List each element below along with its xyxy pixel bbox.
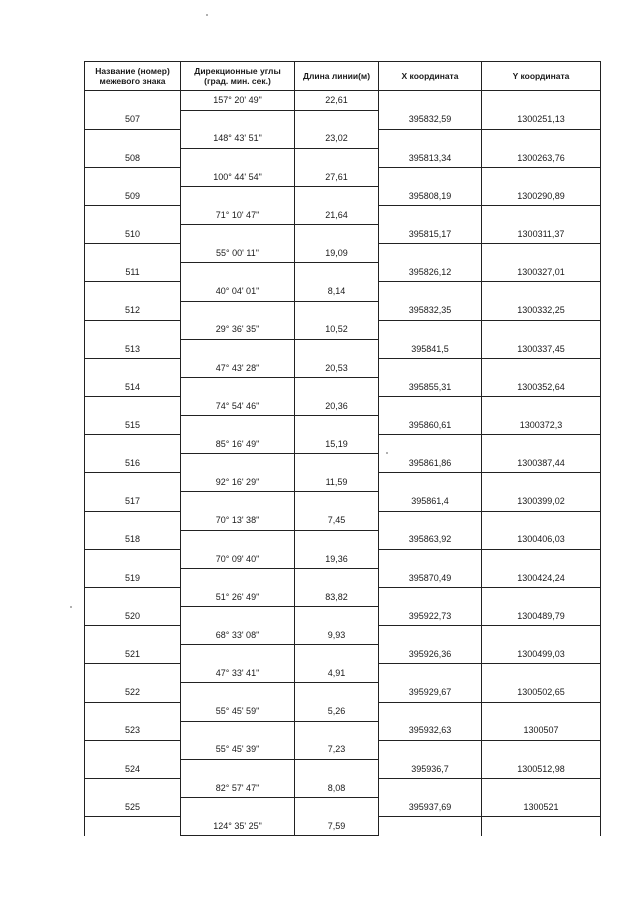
y-coordinate-cell: 1300352,64 (482, 377, 601, 396)
col-header-line-length: Длина линии(м) (295, 62, 379, 91)
y-coordinate-cell (482, 91, 601, 111)
y-coordinate-cell: 1300263,76 (482, 148, 601, 167)
marker-name-cell (85, 549, 181, 568)
direction-angle-cell: 85° 16' 49" (181, 435, 295, 454)
line-length-cell (295, 683, 379, 702)
line-length-cell (295, 416, 379, 435)
x-coordinate-cell (379, 397, 482, 416)
direction-angle-cell: 55° 00' 11" (181, 244, 295, 263)
col-header-x-coordinate: X координата (379, 62, 482, 91)
line-length-cell (295, 530, 379, 549)
direction-angle-cell (181, 339, 295, 358)
y-coordinate-cell (482, 817, 601, 836)
direction-angle-cell: 124° 35' 25" (181, 817, 295, 836)
marker-name-cell: 511 (85, 263, 181, 282)
marker-row (85, 186, 601, 205)
x-coordinate-cell (379, 91, 482, 111)
marker-row (85, 263, 601, 282)
marker-name-cell: 519 (85, 568, 181, 587)
segment-row (85, 358, 601, 377)
marker-name-cell (85, 435, 181, 454)
y-coordinate-cell (482, 549, 601, 568)
marker-name-cell (85, 167, 181, 186)
line-length-cell: 19,36 (295, 549, 379, 568)
marker-name-cell (85, 740, 181, 759)
marker-name-cell: 514 (85, 377, 181, 396)
header-row (85, 62, 601, 91)
direction-angle-cell: 70° 09' 40" (181, 549, 295, 568)
scan-speck (206, 14, 208, 16)
marker-name-cell (85, 397, 181, 416)
line-length-cell (295, 339, 379, 358)
segment-row (85, 435, 601, 454)
x-coordinate-cell (379, 511, 482, 530)
line-length-cell (295, 759, 379, 778)
x-coordinate-cell (379, 282, 482, 301)
marker-name-cell (85, 817, 181, 836)
line-length-cell: 22,61 (295, 91, 379, 111)
y-coordinate-cell (482, 511, 601, 530)
marker-name-cell (85, 511, 181, 530)
line-length-cell: 83,82 (295, 587, 379, 606)
marker-name-cell (85, 320, 181, 339)
marker-name-cell: 509 (85, 186, 181, 205)
marker-name-cell: 513 (85, 339, 181, 358)
marker-name-cell: 522 (85, 683, 181, 702)
y-coordinate-cell (482, 244, 601, 263)
marker-row (85, 607, 601, 626)
marker-name-cell (85, 702, 181, 721)
y-coordinate-cell (482, 664, 601, 683)
line-length-cell (295, 110, 379, 129)
direction-angle-cell (181, 148, 295, 167)
x-coordinate-cell: 395870,49 (379, 568, 482, 587)
marker-name-cell: 523 (85, 721, 181, 740)
line-length-cell (295, 568, 379, 587)
y-coordinate-cell: 1300372,3 (482, 416, 601, 435)
marker-name-cell: 512 (85, 301, 181, 320)
direction-angle-cell: 157° 20' 49" (181, 91, 295, 111)
line-length-cell: 23,02 (295, 129, 379, 148)
direction-angle-cell: 100° 44' 54" (181, 167, 295, 186)
y-coordinate-cell (482, 129, 601, 148)
marker-name-cell: 521 (85, 645, 181, 664)
marker-row (85, 225, 601, 244)
line-length-cell: 7,23 (295, 740, 379, 759)
marker-name-cell: 518 (85, 530, 181, 549)
line-length-cell (295, 186, 379, 205)
y-coordinate-cell: 1300311,37 (482, 225, 601, 244)
x-coordinate-cell: 395832,59 (379, 110, 482, 129)
direction-angle-cell: 40° 04' 01" (181, 282, 295, 301)
y-coordinate-cell: 1300489,79 (482, 607, 601, 626)
line-length-cell: 8,08 (295, 778, 379, 797)
segment-row (85, 91, 601, 111)
x-coordinate-cell (379, 740, 482, 759)
y-coordinate-cell (482, 206, 601, 225)
line-length-cell (295, 797, 379, 816)
segment-row (85, 587, 601, 606)
marker-row (85, 683, 601, 702)
x-coordinate-cell: 395826,12 (379, 263, 482, 282)
direction-angle-cell: 71° 10' 47" (181, 206, 295, 225)
line-length-cell: 19,09 (295, 244, 379, 263)
x-coordinate-cell: 395863,92 (379, 530, 482, 549)
y-coordinate-cell: 1300502,65 (482, 683, 601, 702)
y-coordinate-cell: 1300332,25 (482, 301, 601, 320)
x-coordinate-cell: 395922,73 (379, 607, 482, 626)
marker-name-cell: 524 (85, 759, 181, 778)
x-coordinate-cell (379, 702, 482, 721)
direction-angle-cell (181, 721, 295, 740)
line-length-cell: 8,14 (295, 282, 379, 301)
segment-row (85, 206, 601, 225)
line-length-cell: 21,64 (295, 206, 379, 225)
direction-angle-cell: 74° 54' 46" (181, 397, 295, 416)
direction-angle-cell: 70° 13' 38" (181, 511, 295, 530)
line-length-cell: 4,91 (295, 664, 379, 683)
marker-row (85, 454, 601, 473)
direction-angle-cell (181, 530, 295, 549)
direction-angle-cell: 47° 33' 41" (181, 664, 295, 683)
direction-angle-cell: 55° 45' 59" (181, 702, 295, 721)
direction-angle-cell (181, 377, 295, 396)
direction-angle-cell (181, 759, 295, 778)
marker-row (85, 148, 601, 167)
marker-name-cell (85, 473, 181, 492)
y-coordinate-cell (482, 320, 601, 339)
segment-row (85, 549, 601, 568)
segment-row (85, 282, 601, 301)
marker-row (85, 721, 601, 740)
marker-row (85, 797, 601, 816)
line-length-cell (295, 263, 379, 282)
marker-row (85, 416, 601, 435)
direction-angle-cell (181, 263, 295, 282)
segment-row (85, 320, 601, 339)
marker-name-cell (85, 91, 181, 111)
marker-name-cell (85, 206, 181, 225)
line-length-cell (295, 454, 379, 473)
x-coordinate-cell: 395861,4 (379, 492, 482, 511)
y-coordinate-cell: 1300387,44 (482, 454, 601, 473)
marker-row (85, 339, 601, 358)
x-coordinate-cell (379, 206, 482, 225)
direction-angle-cell (181, 225, 295, 244)
line-length-cell: 9,93 (295, 626, 379, 645)
direction-angle-cell (181, 416, 295, 435)
y-coordinate-cell: 1300251,13 (482, 110, 601, 129)
segment-row (85, 397, 601, 416)
y-coordinate-cell (482, 282, 601, 301)
direction-angle-cell: 148° 43' 51" (181, 129, 295, 148)
line-length-cell: 27,61 (295, 167, 379, 186)
segment-row (85, 702, 601, 721)
direction-angle-cell (181, 645, 295, 664)
y-coordinate-cell: 1300512,98 (482, 759, 601, 778)
y-coordinate-cell (482, 397, 601, 416)
segment-row (85, 778, 601, 797)
segment-row (85, 129, 601, 148)
direction-angle-cell (181, 454, 295, 473)
marker-name-cell (85, 282, 181, 301)
table-body (85, 91, 601, 836)
line-length-cell (295, 721, 379, 740)
direction-angle-cell (181, 568, 295, 587)
direction-angle-cell (181, 607, 295, 626)
x-coordinate-cell (379, 664, 482, 683)
marker-row (85, 492, 601, 511)
y-coordinate-cell: 1300507 (482, 721, 601, 740)
marker-name-cell: 516 (85, 454, 181, 473)
x-coordinate-cell: 395855,31 (379, 377, 482, 396)
marker-name-cell (85, 587, 181, 606)
x-coordinate-cell: 395926,36 (379, 645, 482, 664)
x-coordinate-cell: 395932,63 (379, 721, 482, 740)
direction-angle-cell (181, 301, 295, 320)
marker-name-cell: 508 (85, 148, 181, 167)
segment-row (85, 817, 601, 836)
y-coordinate-cell: 1300290,89 (482, 186, 601, 205)
marker-row (85, 759, 601, 778)
segment-row (85, 626, 601, 645)
x-coordinate-cell (379, 626, 482, 645)
y-coordinate-cell (482, 435, 601, 454)
y-coordinate-cell: 1300327,01 (482, 263, 601, 282)
x-coordinate-cell: 395936,7 (379, 759, 482, 778)
direction-angle-cell (181, 110, 295, 129)
line-length-cell: 5,26 (295, 702, 379, 721)
y-coordinate-cell: 1300399,02 (482, 492, 601, 511)
direction-angle-cell: 55° 45' 39" (181, 740, 295, 759)
y-coordinate-cell (482, 473, 601, 492)
y-coordinate-cell (482, 587, 601, 606)
line-length-cell: 11,59 (295, 473, 379, 492)
direction-angle-cell (181, 797, 295, 816)
y-coordinate-cell (482, 626, 601, 645)
x-coordinate-cell: 395808,19 (379, 186, 482, 205)
direction-angle-cell (181, 683, 295, 702)
line-length-cell (295, 492, 379, 511)
x-coordinate-cell: 395841,5 (379, 339, 482, 358)
segment-row (85, 473, 601, 492)
col-header-marker-name: Название (номер) межевого знака (85, 62, 181, 91)
y-coordinate-cell: 1300337,45 (482, 339, 601, 358)
y-coordinate-cell: 1300521 (482, 797, 601, 816)
line-length-cell: 10,52 (295, 320, 379, 339)
direction-angle-cell: 51° 26' 49" (181, 587, 295, 606)
direction-angle-cell: 82° 57' 47" (181, 778, 295, 797)
line-length-cell: 7,45 (295, 511, 379, 530)
x-coordinate-cell: 395813,34 (379, 148, 482, 167)
line-length-cell: 15,19 (295, 435, 379, 454)
segment-row (85, 511, 601, 530)
marker-name-cell: 507 (85, 110, 181, 129)
segment-row (85, 244, 601, 263)
x-coordinate-cell (379, 129, 482, 148)
line-length-cell (295, 377, 379, 396)
direction-angle-cell: 47° 43' 28" (181, 358, 295, 377)
col-header-y-coordinate: Y координата (482, 62, 601, 91)
marker-row (85, 301, 601, 320)
x-coordinate-cell (379, 778, 482, 797)
table-header (85, 62, 601, 91)
y-coordinate-cell (482, 778, 601, 797)
col-header-direction-angle: Дирекционные углы (град. мин. сек.) (181, 62, 295, 91)
x-coordinate-cell (379, 167, 482, 186)
direction-angle-cell: 29° 36' 35" (181, 320, 295, 339)
x-coordinate-cell: 395860,61 (379, 416, 482, 435)
x-coordinate-cell (379, 435, 482, 454)
marker-name-cell (85, 129, 181, 148)
x-coordinate-cell: 395815,17 (379, 225, 482, 244)
x-coordinate-cell (379, 817, 482, 836)
line-length-cell: 20,53 (295, 358, 379, 377)
marker-name-cell (85, 626, 181, 645)
marker-name-cell: 510 (85, 225, 181, 244)
line-length-cell: 7,59 (295, 817, 379, 836)
marker-name-cell: 515 (85, 416, 181, 435)
marker-row (85, 530, 601, 549)
marker-row (85, 377, 601, 396)
direction-angle-cell (181, 492, 295, 511)
x-coordinate-cell (379, 358, 482, 377)
y-coordinate-cell: 1300424,24 (482, 568, 601, 587)
x-coordinate-cell: 395937,69 (379, 797, 482, 816)
x-coordinate-cell (379, 473, 482, 492)
y-coordinate-cell (482, 702, 601, 721)
marker-row (85, 568, 601, 587)
y-coordinate-cell: 1300499,03 (482, 645, 601, 664)
y-coordinate-cell (482, 740, 601, 759)
y-coordinate-cell: 1300406,03 (482, 530, 601, 549)
marker-name-cell (85, 778, 181, 797)
marker-name-cell (85, 358, 181, 377)
marker-row (85, 110, 601, 129)
direction-angle-cell (181, 186, 295, 205)
segment-row (85, 167, 601, 186)
line-length-cell (295, 148, 379, 167)
y-coordinate-cell (482, 167, 601, 186)
marker-name-cell: 525 (85, 797, 181, 816)
direction-angle-cell: 92° 16' 29" (181, 473, 295, 492)
direction-angle-cell: 68° 33' 08" (181, 626, 295, 645)
y-coordinate-cell (482, 358, 601, 377)
marker-name-cell (85, 244, 181, 263)
x-coordinate-cell: 395929,67 (379, 683, 482, 702)
segment-row (85, 740, 601, 759)
x-coordinate-cell: 395861,86 (379, 454, 482, 473)
line-length-cell (295, 225, 379, 244)
scan-speck (70, 606, 72, 608)
marker-name-cell: 517 (85, 492, 181, 511)
line-length-cell (295, 645, 379, 664)
x-coordinate-cell: 395832,35 (379, 301, 482, 320)
x-coordinate-cell (379, 320, 482, 339)
line-length-cell (295, 607, 379, 626)
segment-row (85, 664, 601, 683)
x-coordinate-cell (379, 244, 482, 263)
line-length-cell: 20,36 (295, 397, 379, 416)
x-coordinate-cell (379, 549, 482, 568)
line-length-cell (295, 301, 379, 320)
x-coordinate-cell (379, 587, 482, 606)
marker-name-cell (85, 664, 181, 683)
marker-name-cell: 520 (85, 607, 181, 626)
marker-row (85, 645, 601, 664)
boundary-coordinates-table (84, 61, 601, 836)
